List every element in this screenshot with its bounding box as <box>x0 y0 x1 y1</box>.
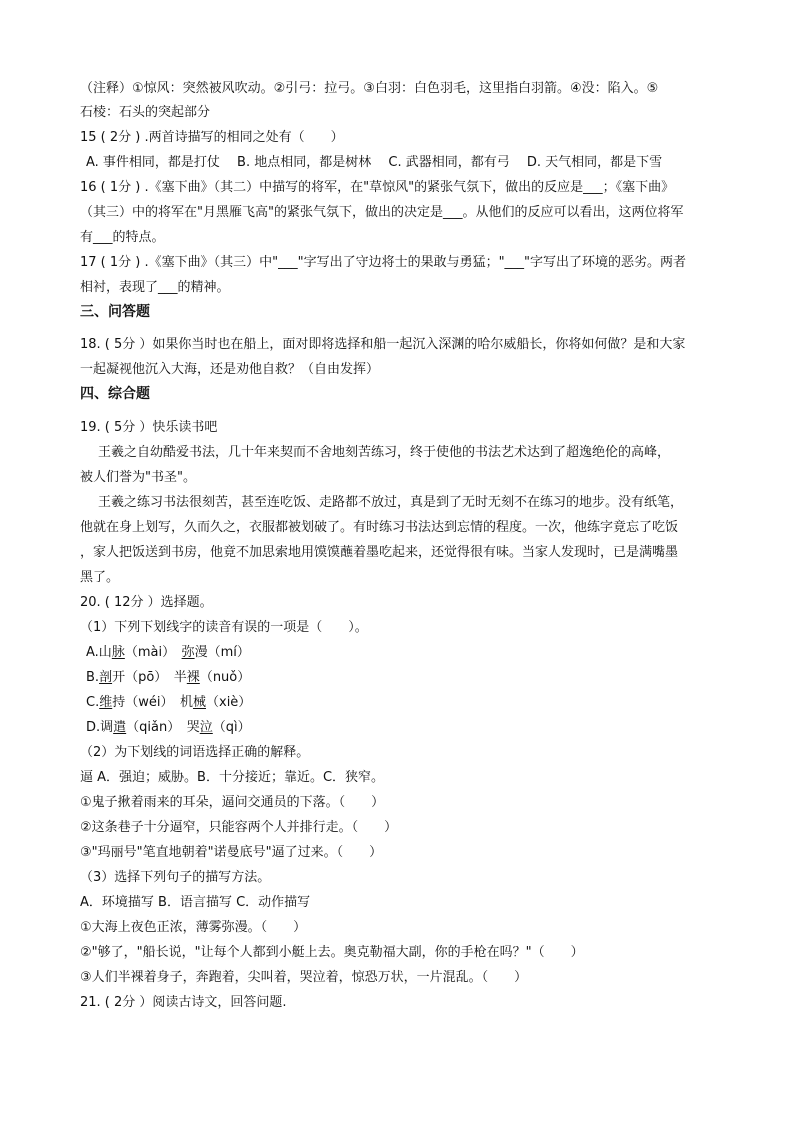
sentence-item: ①鬼子揪着雨来的耳朵，逼问交通员的下落。（ ） <box>80 795 385 810</box>
sentence-item: ②这条巷子十分逼窄，只能容两个人并排行走。（ ） <box>80 820 398 835</box>
question-17-line: 相衬，表现了___的精神。 <box>80 280 230 295</box>
option-a: A.山脉（mài） 弥漫（mí） <box>86 645 250 660</box>
sentence-item: ③人们半裸着身子，奔跑着，尖叫着，哭泣着，惊恐万状，一片混乱。（ ） <box>80 970 528 985</box>
notes-line: （注释）①惊风：突然被风吹动。②引弓：拉弓。③白羽：白色羽毛，这里指白羽箭。④没：陷入。⑤ <box>80 81 659 96</box>
question-17-line: 17 ( 1分 ) .《塞下曲》（其三）中"___"字写出了守边将士的果敢与勇猛；"___"字写出了环境的恶劣。两者 <box>80 255 687 270</box>
sentence-item: ①大海上夜色正浓，薄雾弥漫。（ ） <box>80 920 307 935</box>
passage-line: 被人们誉为"书圣"。 <box>80 470 196 485</box>
question-16-line: 有___的特点。 <box>80 230 165 245</box>
question-15-stem: 15 ( 2分 ) .两首诗描写的相同之处有（ ） <box>80 130 344 145</box>
passage-line: 他就在身上划写，久而久之，衣服都被划破了。有时练习书法达到忘情的程度。一次，他练字竟忘了吃饭 <box>80 520 679 535</box>
option-b: B.剖开（pō） 半裸（nuǒ） <box>86 670 251 685</box>
question-18-line: 18. ( 5分 ）如果你当时也在船上，面对即将选择和船一起沉入深渊的哈尔威船长，你将如何做？是和大家 <box>80 337 686 352</box>
question-16-line: （其三）中的将军在"月黑雁飞高"的紧张气氛下，做出的决定是___。从他们的反应可以看出，这两位将军 <box>80 205 684 220</box>
word-definitions: 逼 A．强迫；威胁。B．十分接近；靠近。C．狭窄。 <box>80 770 385 785</box>
passage-line: 王羲之练习书法很刻苦，甚至连吃饭、走路都不放过，真是到了无时无刻不在练习的地步。没有纸笔， <box>98 495 684 510</box>
description-options: A．环境描写 B．语言描写 C．动作描写 <box>80 895 311 910</box>
question-21-stem: 21. ( 2分 ）阅读古诗文，回答问题. <box>80 995 287 1010</box>
question-20-stem: 20. ( 12分 ）选择题。 <box>80 595 213 610</box>
passage-line: 王羲之自幼酷爱书法，几十年来契而不舍地刻苦练习，终于使他的书法艺术达到了超逸绝伦的高峰， <box>98 445 671 460</box>
option-c: C.维持（wéi） 机械（xiè） <box>86 695 252 710</box>
passage-line: ，家人把饭送到书房，他竟不加思索地用馍馍蘸着墨吃起来，还觉得很有味。当家人发现时，已是满嘴墨 <box>80 545 679 560</box>
question-15-options: A. 事件相同，都是打仗 B. 地点相同，都是树林 C. 武器相同，都有弓 D. 天气相同，都是下雪 <box>86 155 663 170</box>
question-20-part-1-stem: （1）下列下划线字的读音有误的一项是（ ）。 <box>80 620 368 635</box>
question-18-line: 一起凝视他沉入大海，还是劝他自救？（自由发挥） <box>80 362 380 377</box>
question-16-line: 16 ( 1分 ) .《塞下曲》（其二）中描写的将军，在"草惊风"的紧张气氛下，做出的反应是___；《塞下曲》 <box>80 180 675 195</box>
section-4-heading: 四、综合题 <box>80 386 150 402</box>
question-19-stem: 19. ( 5分 ）快乐读书吧 <box>80 420 218 435</box>
section-3-heading: 三、问答题 <box>80 304 150 320</box>
sentence-item: ②"够了，"船长说，"让每个人都到小艇上去。奥克勒福大副，你的手枪在吗？"（ ） <box>80 945 584 960</box>
question-20-part-3-stem: （3）选择下列句子的描写方法。 <box>80 870 271 885</box>
option-d: D.调遣（qiǎn） 哭泣（qì） <box>86 720 251 735</box>
sentence-item: ③"玛丽号"笔直地朝着"诺曼底号"逼了过来。（ ） <box>80 845 383 860</box>
passage-line: 黑了。 <box>80 570 120 585</box>
notes-line: 石棱：石头的突起部分 <box>80 105 211 120</box>
question-20-part-2-stem: （2）为下划线的词语选择正确的解释。 <box>80 745 310 760</box>
